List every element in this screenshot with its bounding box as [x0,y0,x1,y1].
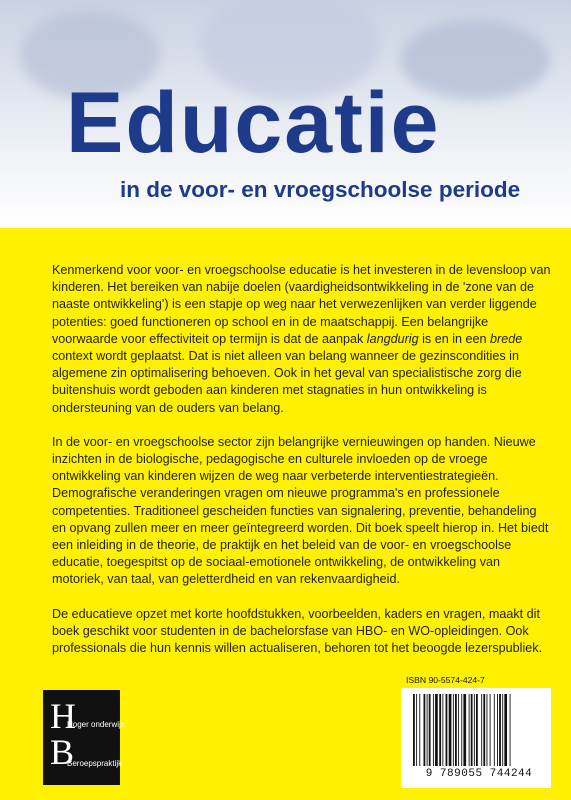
blurb-text [52,262,552,674]
barcode-number: 9 789055 744244 [425,768,533,780]
header-photo-band [0,0,571,228]
barcode [401,688,551,788]
blurb-paragraph-3: De educatieve opzet met korte hoofdstukken, voorbeelden, kaders en vragen, maakt dit boek geschikt voor studenten in de bachelorsfase van HBO- en WO-opleidingen. Ook professionals die hun kennis willen actualiseren, behoren tot het beoogde lezerspubliek. [52,606,543,656]
logo-line-2: Beroepspraktijk [67,759,123,768]
barcode-bars-icon [413,694,543,766]
logo-letter-h: H [50,696,76,736]
logo-line-1: Hoger onderwijs [67,720,125,729]
logo-letter-b: B [50,732,75,772]
blurb-paragraph-1: Kenmerkend voor voor- en vroegschoolse educatie is het investeren in de levensloop van kinderen. Het bereiken van nabije doelen (vaardigheidsontwikkeling in de 'zone van de naaste ontwikkeling') is een stapje op weg naar het verwezenlijken van verder liggende potenties: goed functioneren op school en in de maatschappij. Een belangrijke voorwaarde voor effectiviteit op termijn is dat de aanpak langdurig is en in een brede context wordt geplaatst. Dat is niet alleen van belang wanneer de gezinscondities in algemene zin optimalisering behoeven. Ook in het geval van specialistische zorg die buitenshuis wordt geboden aan kinderen met stagnaties in hun ontwikkeling is ondersteuning van de ouders van belang. [52,263,551,415]
cover-title: Educatie [66,75,441,171]
cover-subtitle: in de voor- en vroegschoolse periode [120,177,521,202]
blurb-paragraph-2: In de voor- en vroegschoolse sector zijn belangrijke vernieuwingen op handen. Nieuwe inzichten in de biologische, pedagogische en culturele invloeden op de vroege ontwikkeling van kinderen wijzen de weg naar verbeterde interventiestrategieën. Demografische veranderingen vragen om nieuwe programma's en professionele competenties. Traditioneel gescheiden functies van signalering, preventie, behandeling en opvang zullen meer en meer geïntegreerd worden. Dit boek speelt hierop in. Het biedt een inleiding in de theorie, de praktijk en het beleid van de voor- en vroegschoolse educatie, toegespitst op de sociaal-emotionele ontwikkeling, de ontwikkeling van motoriek, van taal, van geletterdheid en van rekenvaardigheid. [52,434,549,587]
isbn-label: ISBN 90-5574-424-7 [406,675,485,685]
publisher-logo [43,690,125,785]
